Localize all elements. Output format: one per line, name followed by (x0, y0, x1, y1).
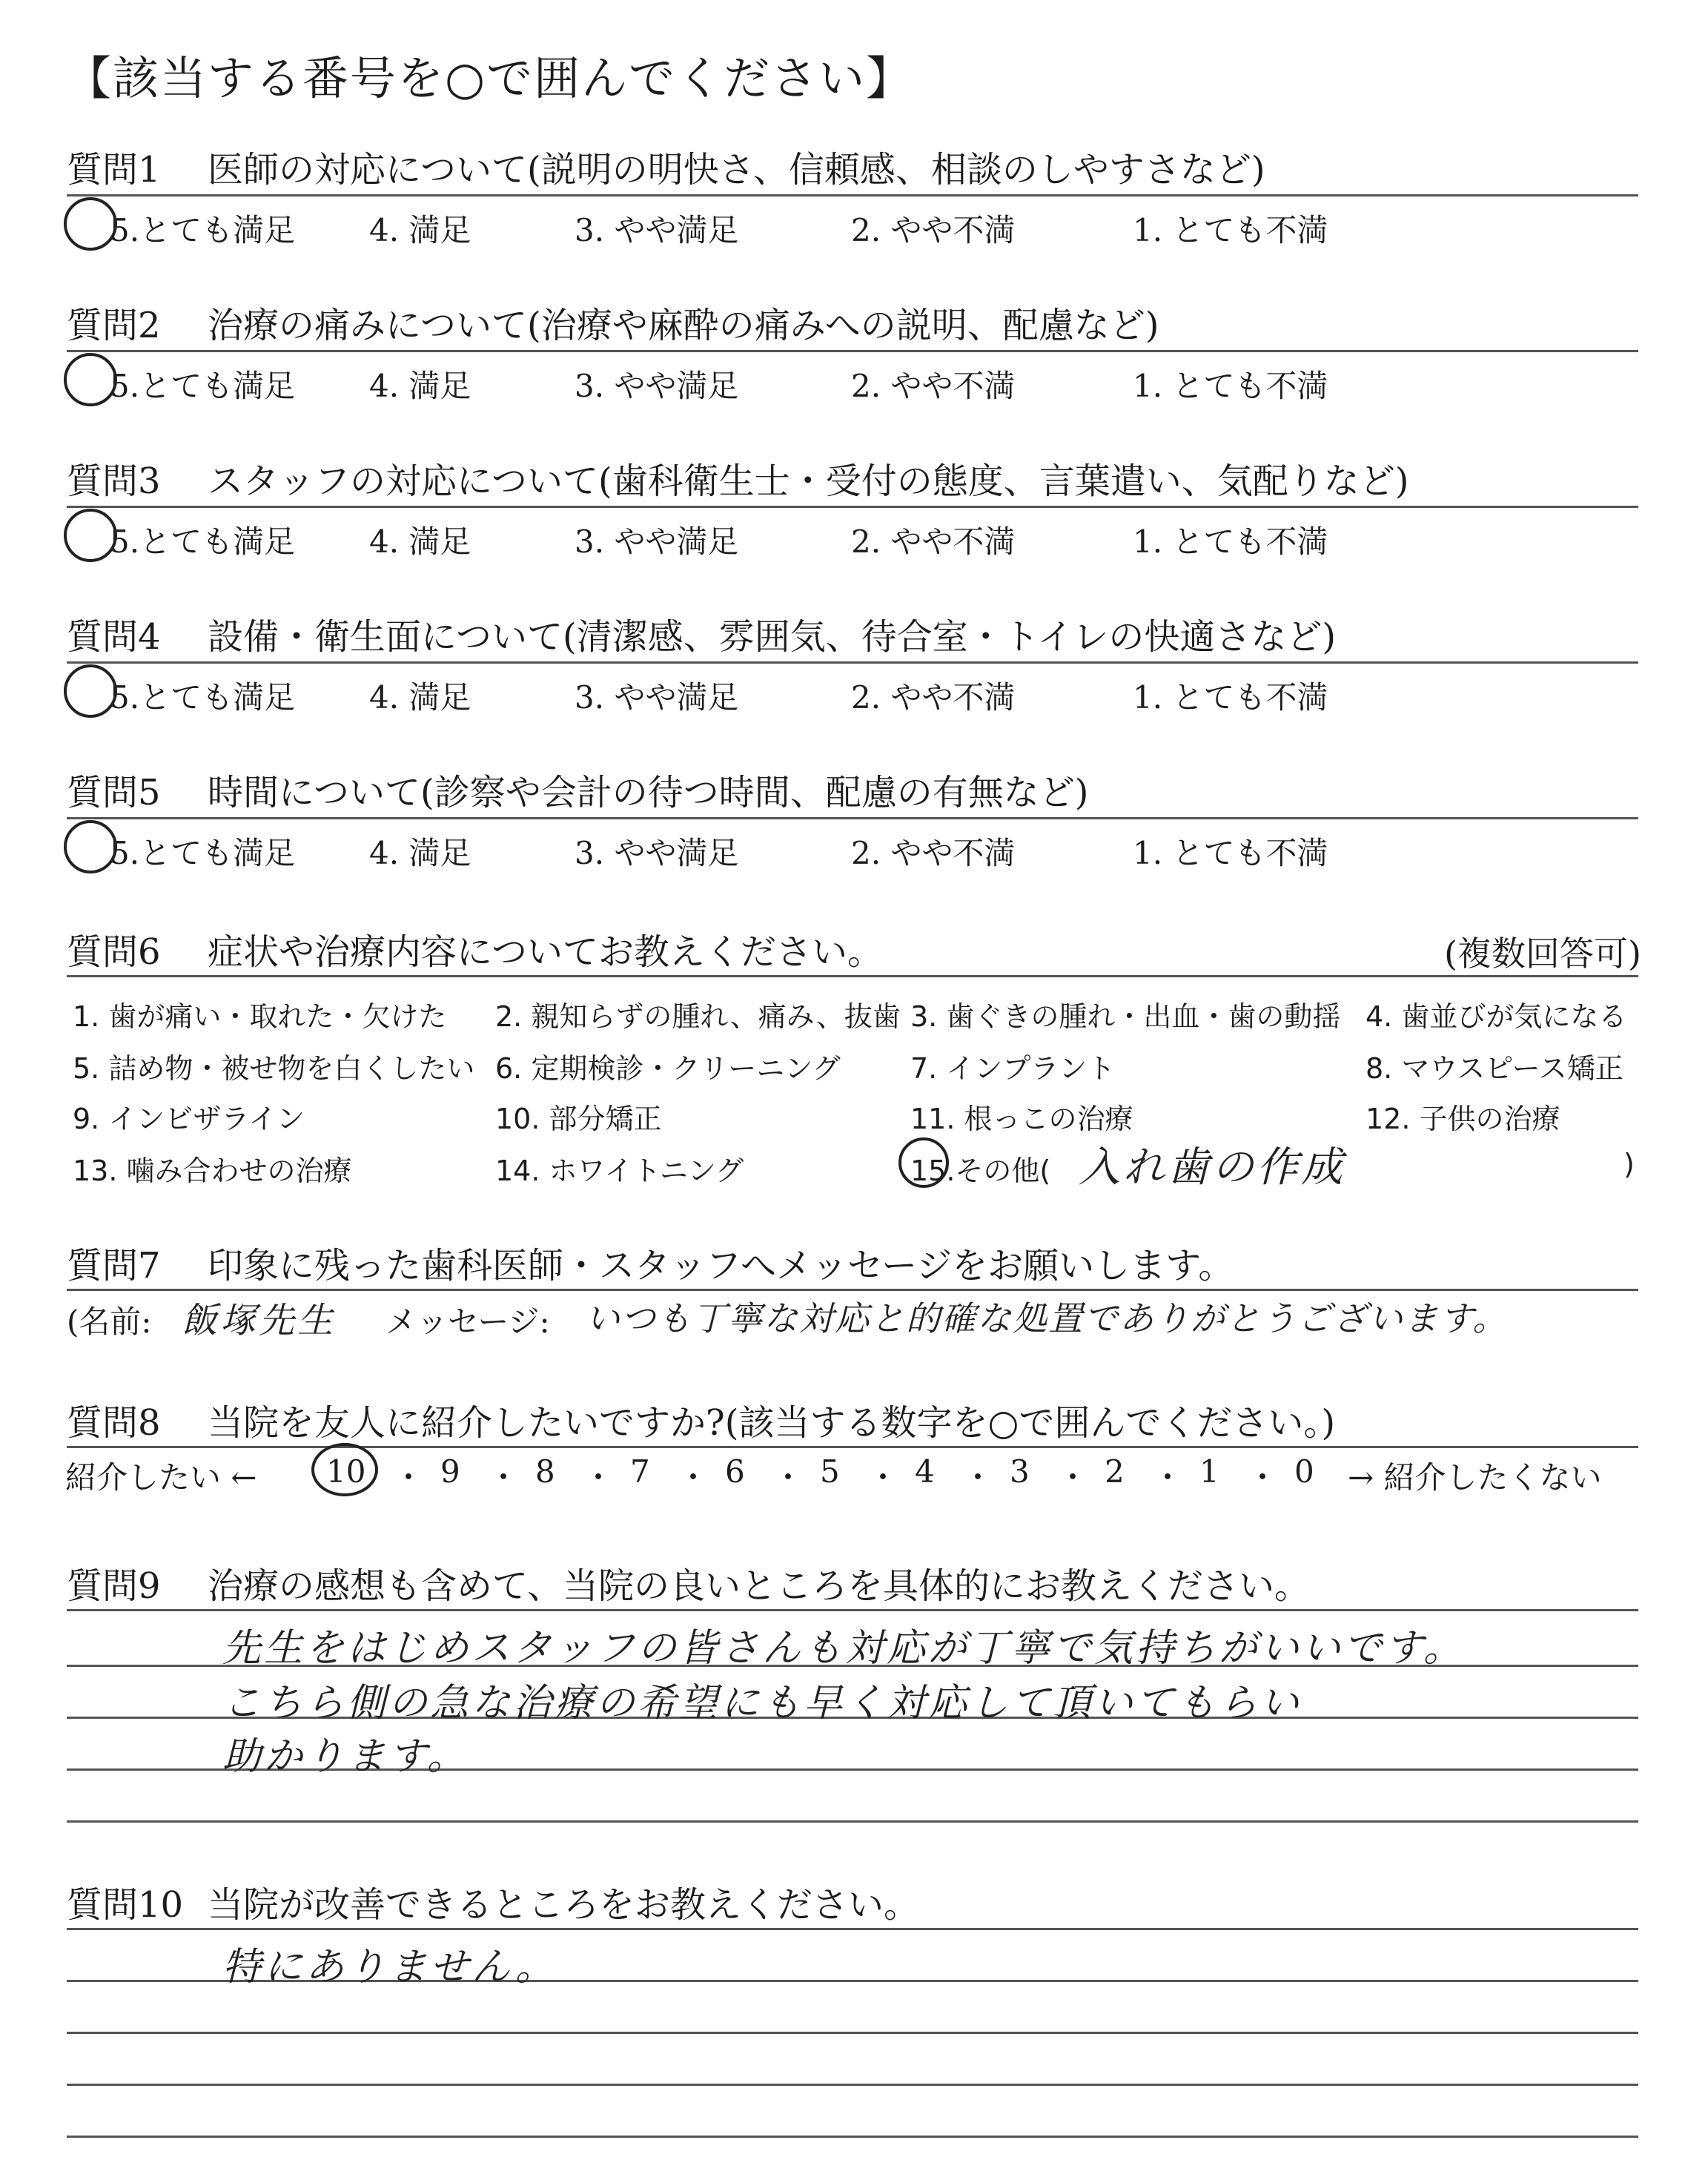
paren-close: ) (1623, 1148, 1635, 1180)
name-handwriting: 飯塚先生 (182, 1300, 337, 1341)
selection-circle (64, 197, 117, 251)
question-number: 質問4 (67, 616, 161, 658)
symptom-option[interactable]: 4. 歯並びが気になる (1366, 1000, 1627, 1033)
rating-option[interactable]: 3. やや満足 (575, 679, 739, 716)
scale-separator: ・ (867, 1459, 899, 1496)
question-4-header (67, 608, 1336, 659)
symptom-option[interactable]: 2. 親知らずの腫れ、痛み、抜歯 (495, 1000, 901, 1033)
question-text: スタッフの対応について(歯科衛生士・受付の態度、言葉遣い、気配りなど) (208, 460, 1409, 502)
symptom-option[interactable]: 12. 子供の治療 (1366, 1103, 1560, 1135)
rating-option[interactable]: 5.とても満足 (110, 212, 296, 248)
rating-option[interactable]: 3. やや満足 (575, 212, 739, 248)
symptom-option[interactable]: 14. ホワイトニング (495, 1155, 744, 1187)
question-6-header (67, 923, 883, 974)
rating-option[interactable]: 3. やや満足 (575, 368, 739, 404)
rating-option[interactable]: 5.とても満足 (110, 679, 296, 716)
scale-separator: ・ (962, 1459, 994, 1496)
question-text: 症状や治療内容についてお教えください。 (208, 931, 884, 973)
scale-value[interactable]: 7 (630, 1453, 650, 1490)
question-2-header (67, 297, 1159, 348)
recommend-left-label: 紹介したい ← (65, 1459, 257, 1496)
symptom-option[interactable]: 1. 歯が痛い・取れた・欠けた (73, 1000, 447, 1033)
page-title: 【該当する番号を○で囲んでください】 (65, 51, 914, 105)
rating-option[interactable]: 2. やや不満 (851, 368, 1016, 404)
question-number: 質問8 (67, 1402, 161, 1444)
scale-separator: ・ (583, 1459, 615, 1496)
question-number: 質問5 (67, 772, 161, 813)
rating-option[interactable]: 4. 満足 (369, 368, 471, 404)
rating-option[interactable]: 1. とても不満 (1133, 524, 1328, 560)
divider (67, 817, 1638, 819)
rating-option[interactable]: 1. とても不満 (1133, 835, 1328, 871)
answer-handwriting-line: 助かります。 (222, 1734, 469, 1779)
question-text: 当院を友人に紹介したいですか?(該当する数字を○で囲んでください。) (208, 1402, 1336, 1444)
recommend-right-label: → 紹介したくない (1348, 1459, 1602, 1496)
answer-line (67, 1820, 1638, 1823)
scale-value[interactable]: 6 (725, 1453, 745, 1490)
answer-handwriting-line: こちら側の急な治療の希望にも早く対応して頂いてもらい (222, 1681, 1302, 1725)
question-number: 質問7 (67, 1245, 161, 1287)
selection-circle (64, 664, 117, 718)
divider (67, 506, 1638, 508)
scale-value[interactable]: 9 (440, 1453, 460, 1490)
question-7-header (67, 1237, 1234, 1288)
selection-circle (64, 820, 117, 873)
scale-value[interactable]: 4 (915, 1453, 935, 1490)
question-text: 治療の感想も含めて、当院の良いところを具体的にお教えください。 (208, 1565, 1311, 1607)
divider (67, 350, 1638, 352)
scale-value[interactable]: 0 (1294, 1453, 1314, 1490)
rating-option[interactable]: 1. とても不満 (1133, 212, 1328, 248)
question-text: 時間について(診察や会計の待つ時間、配慮の有無など) (208, 772, 1089, 813)
rating-option[interactable]: 2. やや不満 (851, 212, 1016, 248)
divider (67, 1289, 1638, 1291)
question-number: 質問2 (67, 305, 161, 346)
question-number: 質問10 (67, 1884, 184, 1926)
rating-option[interactable]: 3. やや満足 (575, 524, 739, 560)
scale-value[interactable]: 10 (326, 1453, 366, 1490)
scale-separator: ・ (772, 1459, 804, 1496)
question-number: 質問9 (67, 1565, 161, 1607)
name-label: (名前: (67, 1304, 152, 1340)
scale-separator: ・ (1057, 1459, 1089, 1496)
answer-line (67, 2084, 1638, 2086)
symptom-option[interactable]: 5. 詰め物・被せ物を白くしたい (73, 1052, 475, 1085)
rating-option[interactable]: 2. やや不満 (851, 524, 1016, 560)
scale-value[interactable]: 8 (535, 1453, 555, 1490)
symptom-option[interactable]: 6. 定期検診・クリーニング (495, 1052, 841, 1085)
answer-line (67, 1609, 1638, 1611)
selection-circle (898, 1137, 949, 1188)
scale-separator: ・ (393, 1459, 425, 1496)
question-number: 質問3 (67, 460, 161, 502)
symptom-option-other[interactable]: 15.その他( (910, 1155, 1051, 1187)
scale-value[interactable]: 2 (1105, 1453, 1125, 1490)
divider (67, 975, 1638, 977)
message-handwriting: いつも丁寧な対応と的確な処置でありがとうございます。 (586, 1298, 1509, 1338)
scale-separator: ・ (1247, 1459, 1279, 1496)
question-number: 質問6 (67, 931, 161, 973)
question-text: 設備・衛生面について(清潔感、雰囲気、待合室・トイレの快適さなど) (208, 616, 1337, 658)
symptom-option[interactable]: 11. 根っこの治療 (910, 1103, 1133, 1135)
scale-value[interactable]: 1 (1199, 1453, 1219, 1490)
rating-option[interactable]: 2. やや不満 (851, 679, 1016, 716)
question-3-header (67, 452, 1409, 503)
rating-option[interactable]: 5.とても満足 (110, 524, 296, 560)
divider (67, 1446, 1638, 1448)
rating-option[interactable]: 4. 満足 (369, 835, 471, 871)
rating-option[interactable]: 5.とても満足 (110, 368, 296, 404)
answer-handwriting-line: 特にありません。 (222, 1945, 557, 1989)
rating-option[interactable]: 1. とても不満 (1133, 368, 1328, 404)
rating-option[interactable]: 4. 満足 (369, 679, 471, 716)
question-text: 印象に残った歯科医師・スタッフへメッセージをお願いします。 (208, 1245, 1234, 1287)
symptom-option[interactable]: 10. 部分矯正 (495, 1103, 662, 1135)
scale-value[interactable]: 5 (820, 1453, 840, 1490)
rating-option[interactable]: 1. とても不満 (1133, 679, 1328, 716)
divider (67, 194, 1638, 196)
symptom-option[interactable]: 13. 噛み合わせの治療 (73, 1155, 352, 1187)
selection-circle (64, 353, 117, 406)
question-text: 当院が改善できるところをお教えください。 (208, 1884, 920, 1926)
answer-line (67, 2032, 1638, 2034)
symptom-option[interactable]: 3. 歯ぐきの腫れ・出血・歯の動揺 (910, 1000, 1341, 1033)
answer-line (67, 1928, 1638, 1930)
rating-option[interactable]: 2. やや不満 (851, 835, 1016, 871)
scale-separator: ・ (1152, 1459, 1184, 1496)
question-10-header (67, 1876, 919, 1927)
other-answer-handwriting: 入れ歯の作成 (1079, 1143, 1345, 1192)
question-8-header (67, 1394, 1335, 1445)
question-1-header (67, 141, 1265, 192)
question-text: 医師の対応について(説明の明快さ、信頼感、相談のしやすさなど) (208, 149, 1265, 191)
rating-option[interactable]: 4. 満足 (369, 524, 471, 560)
symptom-option[interactable]: 7. インプラント (910, 1052, 1116, 1085)
symptom-option[interactable]: 8. マウスピース矯正 (1366, 1052, 1623, 1085)
rating-option[interactable]: 3. やや満足 (575, 835, 739, 871)
multiple-answers-note: (複数回答可) (1444, 934, 1641, 974)
symptom-option[interactable]: 9. インビザライン (73, 1103, 305, 1135)
question-5-header (67, 764, 1089, 815)
selection-circle (311, 1443, 378, 1496)
answer-handwriting-line: 先生をはじめスタッフの皆さんも対応が丁寧で気持ちがいいです。 (222, 1626, 1465, 1671)
scale-separator: ・ (678, 1459, 709, 1496)
scale-separator: ・ (488, 1459, 520, 1496)
question-9-header (67, 1557, 1310, 1608)
divider (67, 661, 1638, 664)
answer-line (67, 2136, 1638, 2138)
selection-circle (64, 509, 117, 562)
rating-option[interactable]: 5.とても満足 (110, 835, 296, 871)
rating-option[interactable]: 4. 満足 (369, 212, 471, 248)
scale-value[interactable]: 3 (1010, 1453, 1030, 1490)
message-label: メッセージ: (385, 1304, 550, 1340)
question-number: 質問1 (67, 149, 161, 191)
question-text: 治療の痛みについて(治療や麻酔の痛みへの説明、配慮など) (208, 305, 1159, 346)
